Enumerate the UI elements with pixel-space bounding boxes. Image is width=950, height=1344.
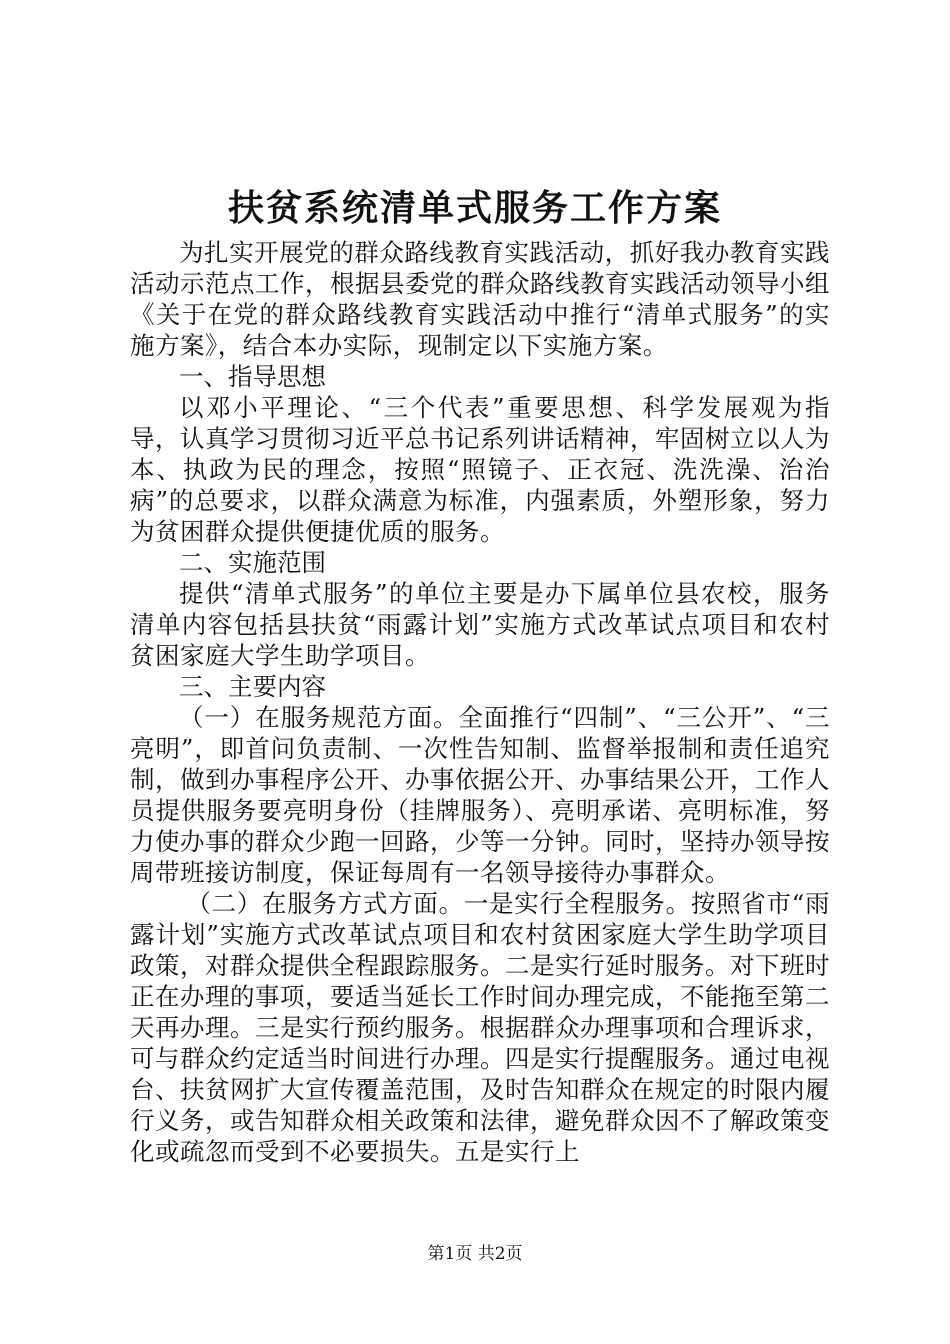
section-heading-guiding-ideology: 一、指导思想 — [179, 362, 326, 391]
intro-paragraph: 为扎实开展党的群众路线教育实践活动，抓好我办教育实践活动示范点工作，根据县委党的群众路线教育实践活动领导小组《关于在党的群众路线教育实践活动中推行“清单式服务”的实施方案》，结合本办实际，现制定以下实施方案。 — [130, 238, 830, 360]
service-method-paragraph: （二）在服务方式方面。一是实行全程服务。按照省市“雨露计划”实施方式改革试点项目和农村贫困家庭大学生助学项目政策，对群众提供全程跟踪服务。二是实行延时服务。对下班时正在办理的事项，要适当延长工作时间办理完成，不能拖至第二天再办理。三是实行预约服务。根据群众办理事项和合理诉求，可与群众约定适当时间进行办理。四是实行提醒服务。通过电视台、扶贫网扩大宣传覆盖范围，及时告知群众在规定的时限内履行义务，或告知群众相关政策和法律，避免群众因不了解政策变化或疏忽而受到不必要损失。五是实行上 — [130, 889, 830, 1166]
guiding-ideology-paragraph: 以邓小平理论、“三个代表”重要思想、科学发展观为指导，认真学习贯彻习近平总书记系列讲话精神，牢固树立以人为本、执政为民的理念，按照“照镜子、正衣冠、洗洗澡、治治病”的总要求，以群众满意为标准，内强素质，外塑形象，努力为贫困群众提供便捷优质的服务。 — [130, 393, 830, 546]
section-heading-main-content: 三、主要内容 — [179, 672, 326, 701]
document-title: 扶贫系统清单式服务工作方案 — [227, 188, 722, 229]
scope-paragraph: 提供“清单式服务”的单位主要是办下属单位县农校，服务清单内容包括县扶贫“雨露计划”实施方式改革试点项目和农村贫困家庭大学生助学项目。 — [130, 579, 830, 670]
page-number-footer: 第1页 共2页 — [427, 1244, 523, 1264]
section-heading-scope: 二、实施范围 — [179, 548, 326, 577]
document-body — [130, 237, 830, 1167]
service-standard-paragraph: （一）在服务规范方面。全面推行“四制”、“三公开”、“三亮明”，即首问负责制、一次性告知制、监督举报制和责任追究制，做到办事程序公开、办事依据公开、办事结果公开，工作人员提供服务要亮明身份（挂牌服务）、亮明承诺、亮明标准，努力使办事的群众少跑一回路，少等一分钟。同时，坚持办领导按周带班接访制度，保证每周有一名领导接待办事群众。 — [130, 703, 830, 887]
